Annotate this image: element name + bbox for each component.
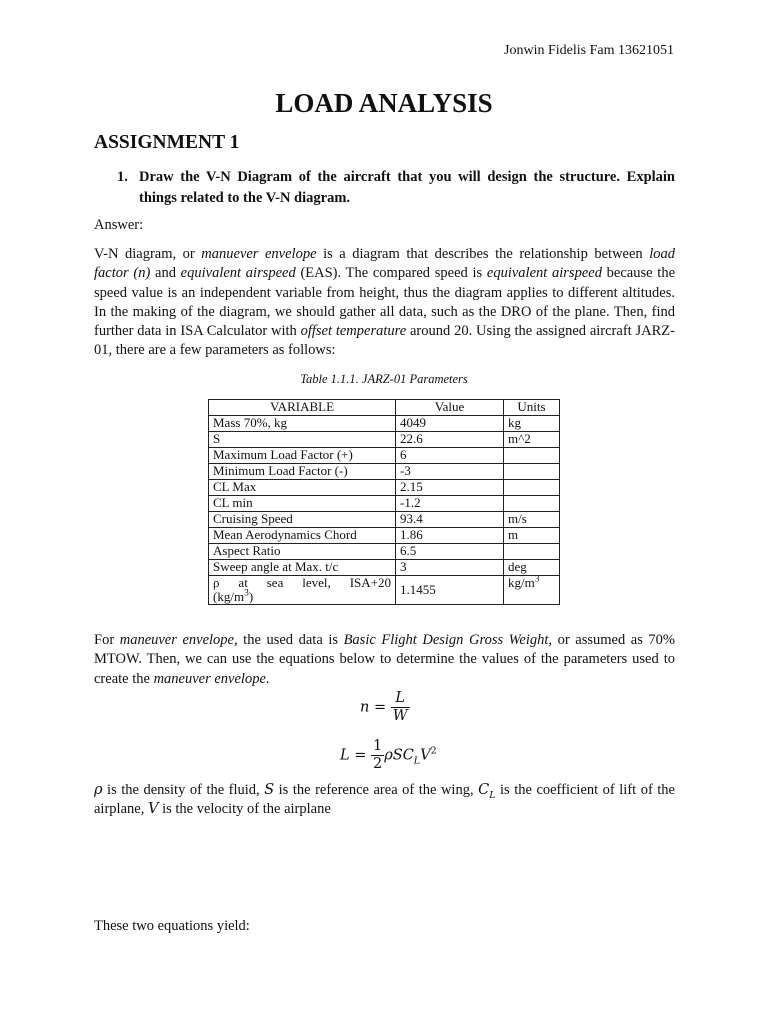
cell-variable-rho <box>209 576 396 605</box>
equation-lift: L = $\frac{1}{2}$ $\rho SC_LV^2$ <box>340 738 437 772</box>
cell-value: -3 <box>396 464 504 480</box>
table-row-rho <box>209 576 560 605</box>
cell-value: 93.4 <box>396 512 504 528</box>
rho-label: ρ at sea level, ISA+20 <box>213 575 391 590</box>
closing-line: These two equations yield: <box>94 918 250 934</box>
cell-unit <box>504 464 560 480</box>
cell-variable: CL min <box>209 496 396 512</box>
equation-load-factor: n = $\frac{L}{W}$ <box>360 690 408 724</box>
paragraph-maneuver-envelope: For maneuver envelope, the used data is Basic Flight Design Gross Weight, or assumed as 70% MTOW. Then, we can use the equations below to determine the values of the parameters used to create the maneuver envelope. <box>94 632 675 687</box>
cell-value: 22.6 <box>396 432 504 448</box>
cell-variable: Minimum Load Factor (-) <box>209 464 396 480</box>
author-header: Jonwin Fidelis Fam 13621051 <box>504 43 674 58</box>
cell-unit: m <box>504 528 560 544</box>
table-row <box>209 416 560 432</box>
cell-value-rho: 1.1455 <box>396 576 504 605</box>
table-row <box>209 448 560 464</box>
cell-value: 3 <box>396 560 504 576</box>
table-row <box>209 560 560 576</box>
question-number: 1. <box>117 169 128 185</box>
table-caption: Table 1.1.1. JARZ-01 Parameters <box>300 372 468 386</box>
question-text: Draw the V-N Diagram of the aircraft that you will design the structure. Explain things related to the V-N diagram. <box>139 169 675 206</box>
header-variable: VARIABLE <box>209 400 396 416</box>
table-row <box>209 544 560 560</box>
question-1 <box>117 167 675 209</box>
header-value: Value <box>396 400 504 416</box>
cell-unit <box>504 480 560 496</box>
document-title: LOAD ANALYSIS <box>275 88 493 118</box>
cell-variable: Aspect Ratio <box>209 544 396 560</box>
table-row <box>209 496 560 512</box>
table-header-row <box>209 400 560 416</box>
cell-value: -1.2 <box>396 496 504 512</box>
header-units: Units <box>504 400 560 416</box>
cell-unit: kg <box>504 416 560 432</box>
paragraph-variable-definitions: ρ is the density of the fluid, S is the reference area of the wing, $C_L$ is the coefficient of lift of the airplane, V is the velocity of the airplane <box>94 782 675 818</box>
cell-unit: m/s <box>504 512 560 528</box>
cell-variable: Mean Aerodynamics Chord <box>209 528 396 544</box>
cell-variable: Cruising Speed <box>209 512 396 528</box>
cell-unit: deg <box>504 560 560 576</box>
paragraph-vn-diagram: V-N diagram, or manuever envelope is a diagram that describes the relationship between load factor (n) and equivalent airspeed (EAS). The compared speed is equivalent airspeed because the speed value is an independent variable from height, thus the diagram applies to different altitudes. In the making of the diagram, we should gather all data, such as the DRO of the plane. Then, find further data in ISA Calculator with offset temperature around 20. Using the assigned aircraft JARZ-01, there are a few parameters as follows: <box>94 246 676 359</box>
cell-unit <box>504 544 560 560</box>
table-row <box>209 432 560 448</box>
cell-value: 2.15 <box>396 480 504 496</box>
cell-variable: Maximum Load Factor (+) <box>209 448 396 464</box>
table-row <box>209 512 560 528</box>
cell-value: 1.86 <box>396 528 504 544</box>
assignment-heading: ASSIGNMENT 1 <box>94 132 240 153</box>
parameters-table <box>208 399 560 605</box>
table-row <box>209 480 560 496</box>
answer-label: Answer: <box>94 217 144 233</box>
cell-unit: m^2 <box>504 432 560 448</box>
cell-variable: S <box>209 432 396 448</box>
cell-unit <box>504 448 560 464</box>
rho-unit-label: $(kg/m^3)$ <box>213 588 254 604</box>
cell-value: 6.5 <box>396 544 504 560</box>
cell-value: 6 <box>396 448 504 464</box>
cell-unit-rho: $kg/m^3$ <box>504 576 560 605</box>
table-row <box>209 528 560 544</box>
cell-unit <box>504 496 560 512</box>
cell-variable: Sweep angle at Max. t/c <box>209 560 396 576</box>
cell-variable: CL Max <box>209 480 396 496</box>
table-row <box>209 464 560 480</box>
cell-variable: Mass 70%, kg <box>209 416 396 432</box>
cell-value: 4049 <box>396 416 504 432</box>
